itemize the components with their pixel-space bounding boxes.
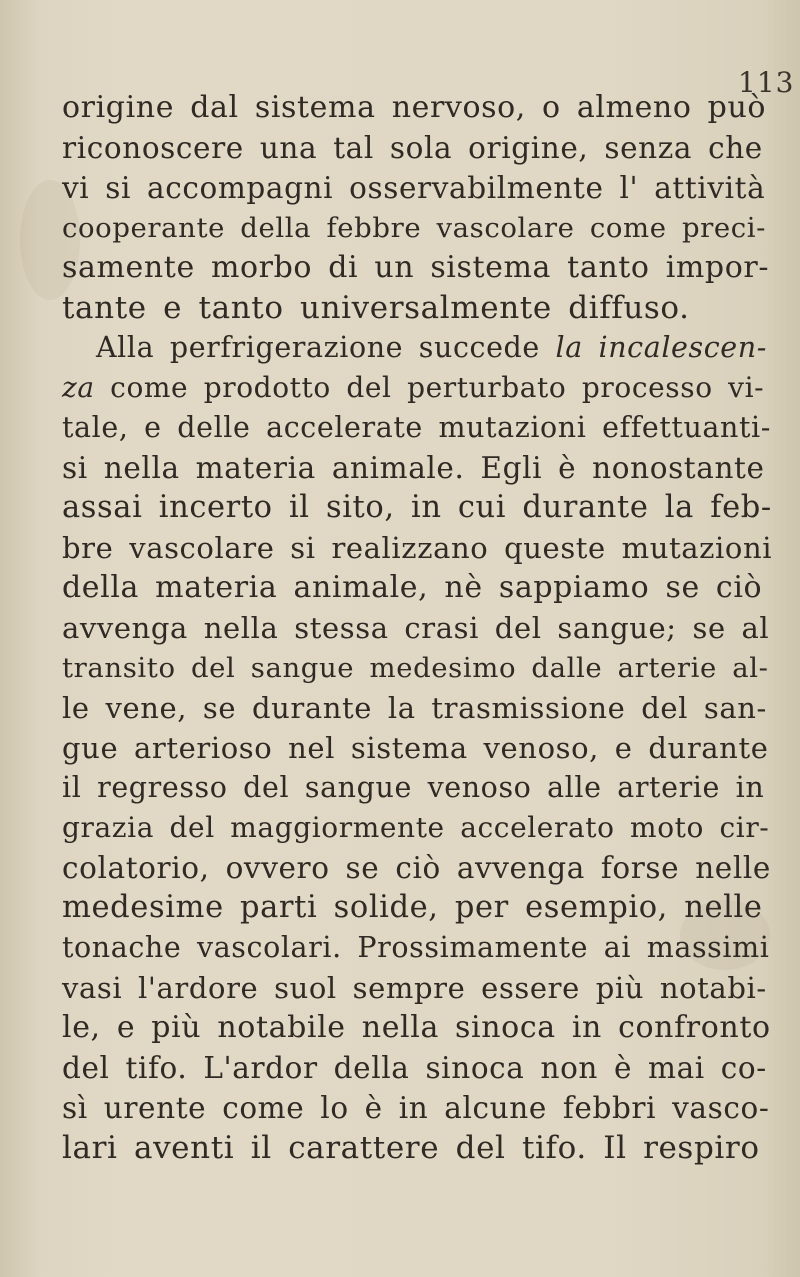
text-line: vasi l'ardore suol sempre essere più notabi- <box>62 971 767 1005</box>
text-line: si nella materia animale. Egli è nonostante <box>62 451 765 485</box>
text-line: colatorio, ovvero se ciò avvenga forse nelle <box>62 851 771 885</box>
text-line: sì urente come lo è in alcune febbri vasco- <box>62 1091 770 1125</box>
text-line: tale, e delle accelerate mutazioni effettuanti- <box>62 411 771 444</box>
text-line <box>62 368 764 408</box>
text-line: avvenga nella stessa crasi del sangue; se al <box>62 611 770 645</box>
text-line: il regresso del sangue venoso alle arterie in <box>62 771 765 804</box>
text-line: della materia animale, nè sappiamo se ciò <box>62 570 763 605</box>
italic-text: la incalescen- <box>555 331 767 364</box>
text-line: assai incerto il sito, in cui durante la feb- <box>62 490 772 525</box>
text-line: gue arterioso nel sistema venoso, e durante <box>62 731 769 765</box>
text-line: transito del sangue medesimo dalle arterie al- <box>62 652 769 684</box>
page-number: 113 <box>738 66 795 99</box>
text-line <box>96 328 767 368</box>
text-line: medesime parti solide, per esempio, nelle <box>62 890 763 925</box>
text-line: le, e più notabile nella sinoca in confronto <box>62 1010 771 1045</box>
text-line: vi si accompagni osservabilmente l' attività <box>62 171 766 205</box>
text-line: tonache vascolari. Prossimamente ai massimi <box>62 931 770 964</box>
text-run: come prodotto del perturbato processo vi- <box>94 371 765 404</box>
text-line: grazia del maggiormente accelerato moto cir- <box>62 811 770 844</box>
text-line: cooperante della febbre vascolare come preci- <box>62 212 767 244</box>
text-line: del tifo. L'ardor della sinoca non è mai co- <box>62 1051 767 1085</box>
italic-text: za <box>62 371 95 404</box>
text-line: bre vascolare si realizzano queste mutazioni <box>62 531 773 565</box>
text-run: Alla perfrigerazione succede <box>96 331 556 364</box>
text-line: riconoscere una tal sola origine, senza che <box>62 131 763 165</box>
text-line: samente morbo di un sistema tanto impor- <box>62 250 770 285</box>
text-line: le vene, se durante la trasmissione del san- <box>62 691 767 725</box>
text-line: lari aventi il carattere del tifo. Il respiro <box>62 1130 760 1166</box>
text-line: tante e tanto universalmente diffuso. <box>62 290 690 326</box>
text-line: origine dal sistema nervoso, o almeno può <box>62 90 767 125</box>
